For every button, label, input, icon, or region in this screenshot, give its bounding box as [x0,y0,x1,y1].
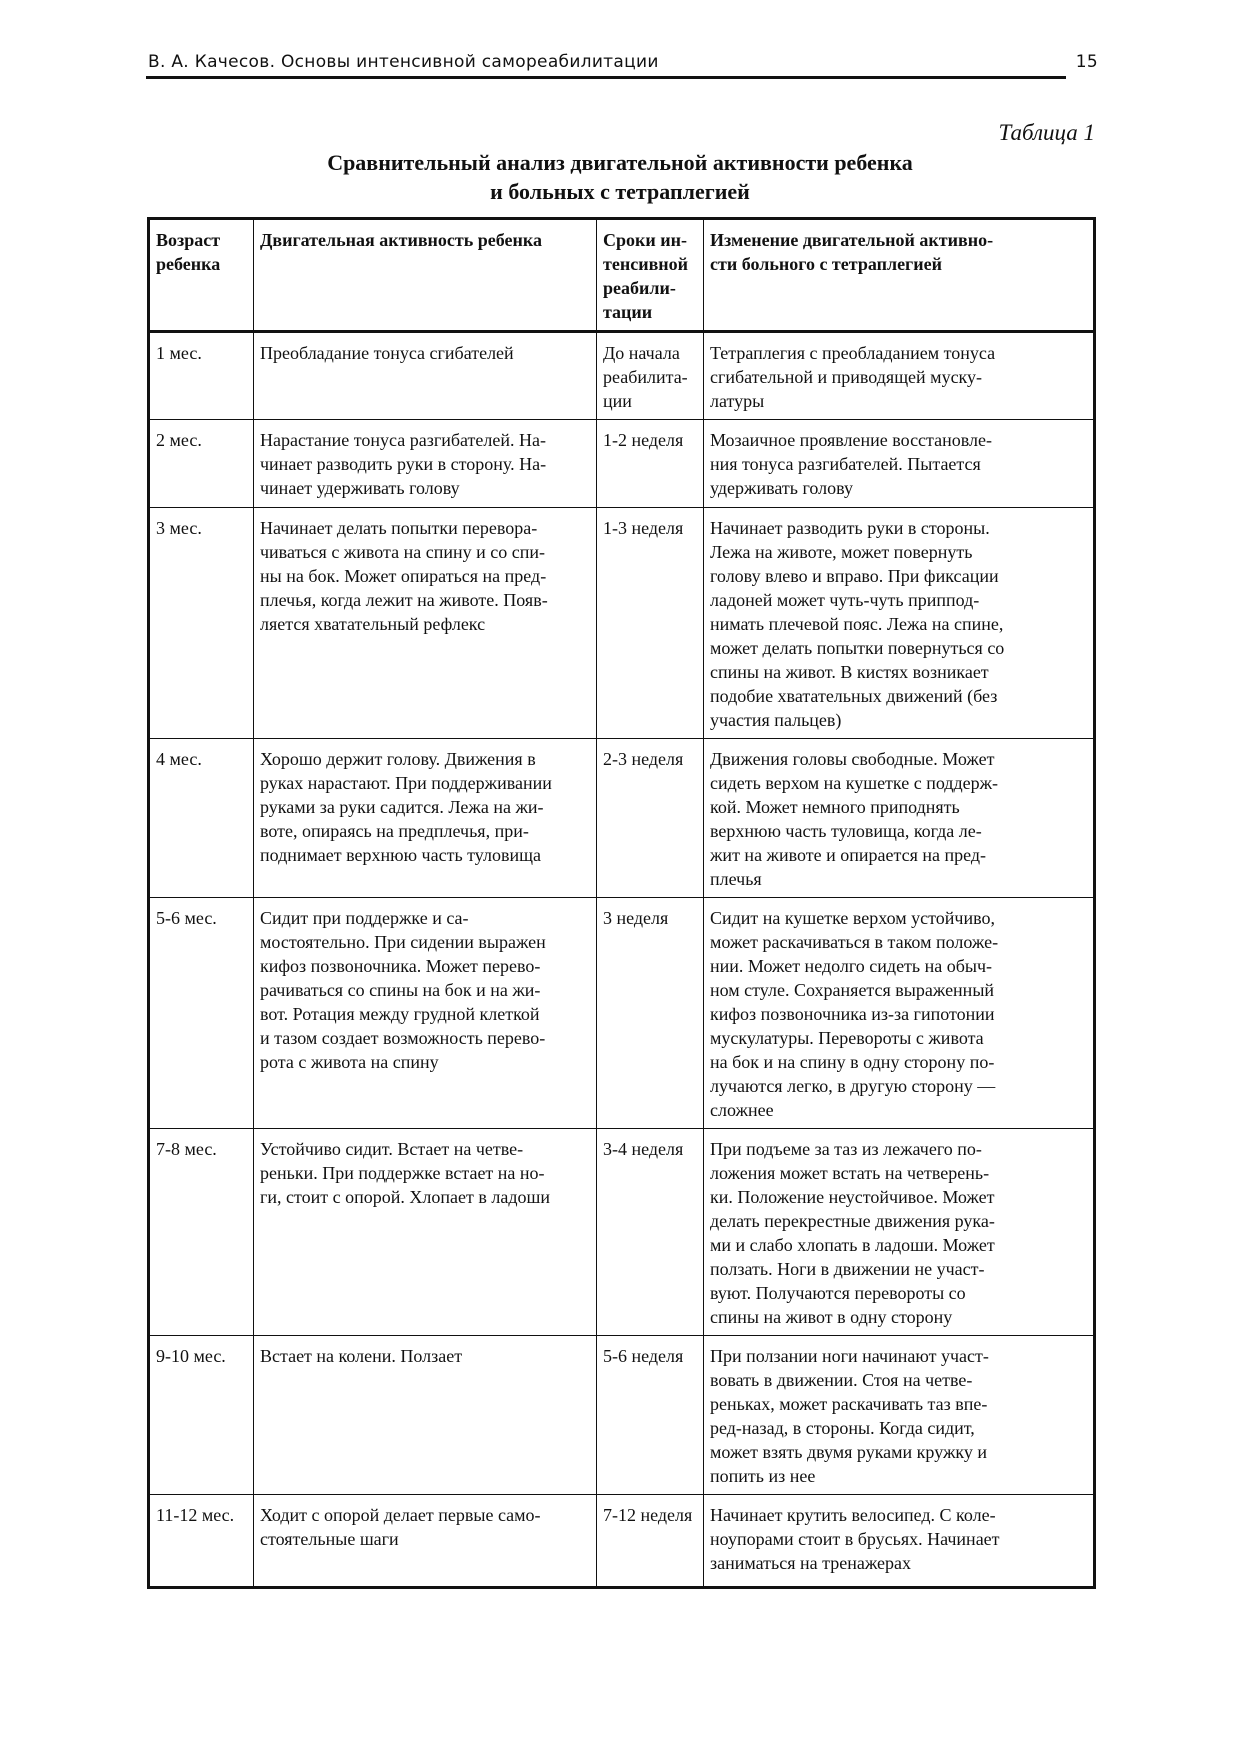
cell-line: При подъеме за таз из лежачего по- [710,1139,982,1159]
cell-line: ноупорами стоит в брусьях. Начинает [710,1529,1000,1549]
cell-line: 1 мес. [156,343,202,363]
table-caption [0,148,1240,206]
cell-line: 7-8 мес. [156,1139,217,1159]
cell-line: чинает разводить руки в сторону. На- [260,454,547,474]
cell-line: нии. Может недолго сидеть на обыч- [710,956,993,976]
patient-change-cell [704,739,1095,898]
cell-line: Начинает делать попытки перевора- [260,518,538,538]
age-cell [149,508,254,739]
cell-line: реабили- [603,278,676,298]
cell-line: сгибательной и приводящей муску- [710,367,983,387]
rehab-period-cell [597,1129,704,1336]
caption-line: Сравнительный анализ двигательной активности ребенка [327,150,913,175]
table-label: Таблица 1 [998,120,1095,145]
cell-line: тации [603,302,653,322]
patient-change-cell [704,1495,1095,1588]
table-row [149,1129,1095,1336]
cell-line: ляется хватательный рефлекс [260,614,486,634]
child-activity-cell [254,420,597,508]
child-activity-cell [254,508,597,739]
table-row [149,898,1095,1129]
child-activity-cell [254,332,597,420]
cell-line: Сроки ин- [603,230,687,250]
cell-line: подобие хватательных движений (без [710,686,998,706]
cell-line: При ползании ноги начинают участ- [710,1346,989,1366]
cell-line: ребенка [156,254,221,274]
patient-change-cell [704,898,1095,1129]
cell-line: Тетраплегия с преобладанием тонуса [710,343,996,363]
cell-line: нимать плечевой пояс. Лежа на спине, [710,614,1004,634]
cell-line: реньки. При поддержке встает на но- [260,1163,545,1183]
cell-line: ны на бок. Может опираться на пред- [260,566,547,586]
cell-line: 5-6 неделя [603,1346,684,1366]
cell-line: участия пальцев) [710,710,842,730]
cell-line: заниматься на тренажерах [710,1553,911,1573]
cell-line: 3 неделя [603,908,669,928]
cell-line: ном стуле. Сохраняется выраженный [710,980,995,1000]
page-number: 15 [1075,52,1098,72]
cell-line: кой. Может немного приподнять [710,797,960,817]
table-row [149,739,1095,898]
table-row [149,332,1095,420]
cell-line: рота с живота на спину [260,1052,439,1072]
cell-line: Хорошо держит голову. Движения в [260,749,536,769]
cell-line: вуют. Получаются перевороты со [710,1283,966,1303]
cell-line: тенсивной [603,254,689,274]
cell-line: поднимает верхнюю часть туловища [260,845,541,865]
patient-change-cell [704,1129,1095,1336]
cell-line: Движения головы свободные. Может [710,749,995,769]
cell-line: ки. Положение неустойчивое. Может [710,1187,995,1207]
cell-line: мускулатуры. Перевороты с живота [710,1028,984,1048]
cell-line: Ходит с опорой делает первые само- [260,1505,541,1525]
cell-line: ции [603,391,632,411]
rehab-period-cell [597,332,704,420]
cell-line: верхнюю часть туловища, когда ле- [710,821,982,841]
rehab-period-cell [597,898,704,1129]
cell-line: руках нарастают. При поддерживании [260,773,552,793]
cell-line: плечья, когда лежит на животе. Появ- [260,590,548,610]
cell-line: ползать. Ноги в движении не участ- [710,1259,985,1279]
cell-line: может делать попытки повернуться со [710,638,1005,658]
comparison-table [147,217,1096,1589]
child-activity-cell [254,1495,597,1588]
cell-line: лучаются легко, в другую сторону — [710,1076,996,1096]
header-patient-change [704,219,1095,332]
cell-line: вовать в движении. Стоя на четве- [710,1370,973,1390]
patient-change-cell [704,508,1095,739]
cell-line: ред-назад, в стороны. Когда сидит, [710,1418,975,1438]
cell-line: плечья [710,869,762,889]
header-rehab-period [597,219,704,332]
cell-line: 3-4 неделя [603,1139,684,1159]
cell-line: чиваться с живота на спину и со спи- [260,542,545,562]
table-row [149,1336,1095,1495]
child-activity-cell [254,739,597,898]
age-cell [149,1495,254,1588]
cell-line: ладоней может чуть-чуть приппод- [710,590,980,610]
cell-line: Начинает разводить руки в стороны. [710,518,990,538]
cell-line: Начинает крутить велосипед. С коле- [710,1505,996,1525]
cell-line: Изменение двигательной активно- [710,230,994,250]
cell-line: 1-2 неделя [603,430,684,450]
cell-line: 11-12 мес. [156,1505,235,1525]
cell-line: попить из нее [710,1466,816,1486]
book-title: В. А. Качесов. Основы интенсивной самореабилитации [148,52,659,72]
cell-line: 4 мес. [156,749,202,769]
cell-line: 2 мес. [156,430,202,450]
cell-line: 2-3 неделя [603,749,684,769]
cell-line: Сидит при поддержке и са- [260,908,469,928]
cell-line: может взять двумя руками кружку и [710,1442,988,1462]
age-cell [149,1129,254,1336]
cell-line: Нарастание тонуса разгибателей. На- [260,430,546,450]
cell-line: воте, опираясь на предплечья, при- [260,821,529,841]
table-row [149,508,1095,739]
cell-line: Сидит на кушетке верхом устойчиво, [710,908,995,928]
cell-line: реабилита- [603,367,688,387]
cell-line: Устойчиво сидит. Встает на четве- [260,1139,524,1159]
patient-change-cell [704,1336,1095,1495]
cell-line: реньках, может раскачивать таз впе- [710,1394,988,1414]
cell-line: сти больного с тетраплегией [710,254,942,274]
cell-line: жит на животе и опирается на пред- [710,845,987,865]
child-activity-cell [254,1129,597,1336]
table-header-row [149,219,1095,332]
cell-line: сложнее [710,1100,774,1120]
cell-line: голову влево и вправо. При фиксации [710,566,999,586]
cell-line: делать перекрестные движения рука- [710,1211,995,1231]
cell-line: руками за руки садится. Лежа на жи- [260,797,544,817]
cell-line: рачиваться со спины на бок и на жи- [260,980,541,1000]
table-row [149,420,1095,508]
child-activity-cell [254,898,597,1129]
patient-change-cell [704,420,1095,508]
cell-line: Встает на колени. Ползает [260,1346,463,1366]
cell-line: Преобладание тонуса сгибателей [260,343,514,363]
cell-line: может раскачиваться в таком положе- [710,932,999,952]
cell-line: чинает удерживать голову [260,478,460,498]
cell-line: кифоз позвоночника из-за гипотонии [710,1004,995,1024]
cell-line: 7-12 неделя [603,1505,693,1525]
age-cell [149,739,254,898]
cell-line: 9-10 мес. [156,1346,226,1366]
cell-line: ги, стоит с опорой. Хлопает в ладоши [260,1187,550,1207]
age-cell [149,1336,254,1495]
age-cell [149,332,254,420]
caption-line: и больных с тетраплегией [490,179,750,204]
patient-change-cell [704,332,1095,420]
cell-line: кифоз позвоночника. Может перево- [260,956,541,976]
header-age [149,219,254,332]
cell-line: мостоятельно. При сидении выражен [260,932,546,952]
cell-line: ми и слабо хлопать в ладоши. Может [710,1235,995,1255]
child-activity-cell [254,1336,597,1495]
cell-line: Возраст [156,230,221,250]
rehab-period-cell [597,1495,704,1588]
cell-line: удерживать голову [710,478,854,498]
cell-line: Мозаичное проявление восстановле- [710,430,992,450]
age-cell [149,420,254,508]
cell-line: и тазом создает возможность перево- [260,1028,546,1048]
cell-line: сидеть верхом на кушетке с поддерж- [710,773,999,793]
cell-line: на бок и на спину в одну сторону по- [710,1052,995,1072]
cell-line: ложения может встать на четверень- [710,1163,990,1183]
rehab-period-cell [597,739,704,898]
cell-line: спины на живот в одну сторону [710,1307,953,1327]
table-row [149,1495,1095,1588]
header-rule [146,76,1066,79]
header-child-activity [254,219,597,332]
cell-line: ния тонуса разгибателей. Пытается [710,454,981,474]
cell-line: Двигательная активность ребенка [260,230,542,250]
cell-line: До начала [603,343,680,363]
age-cell [149,898,254,1129]
cell-line: вот. Ротация между грудной клеткой [260,1004,540,1024]
rehab-period-cell [597,420,704,508]
rehab-period-cell [597,1336,704,1495]
cell-line: 5-6 мес. [156,908,217,928]
cell-line: спины на живот. В кистях возникает [710,662,989,682]
cell-line: 3 мес. [156,518,202,538]
cell-line: стоятельные шаги [260,1529,399,1549]
cell-line: 1-3 неделя [603,518,684,538]
cell-line: латуры [710,391,765,411]
rehab-period-cell [597,508,704,739]
cell-line: Лежа на животе, может повернуть [710,542,973,562]
